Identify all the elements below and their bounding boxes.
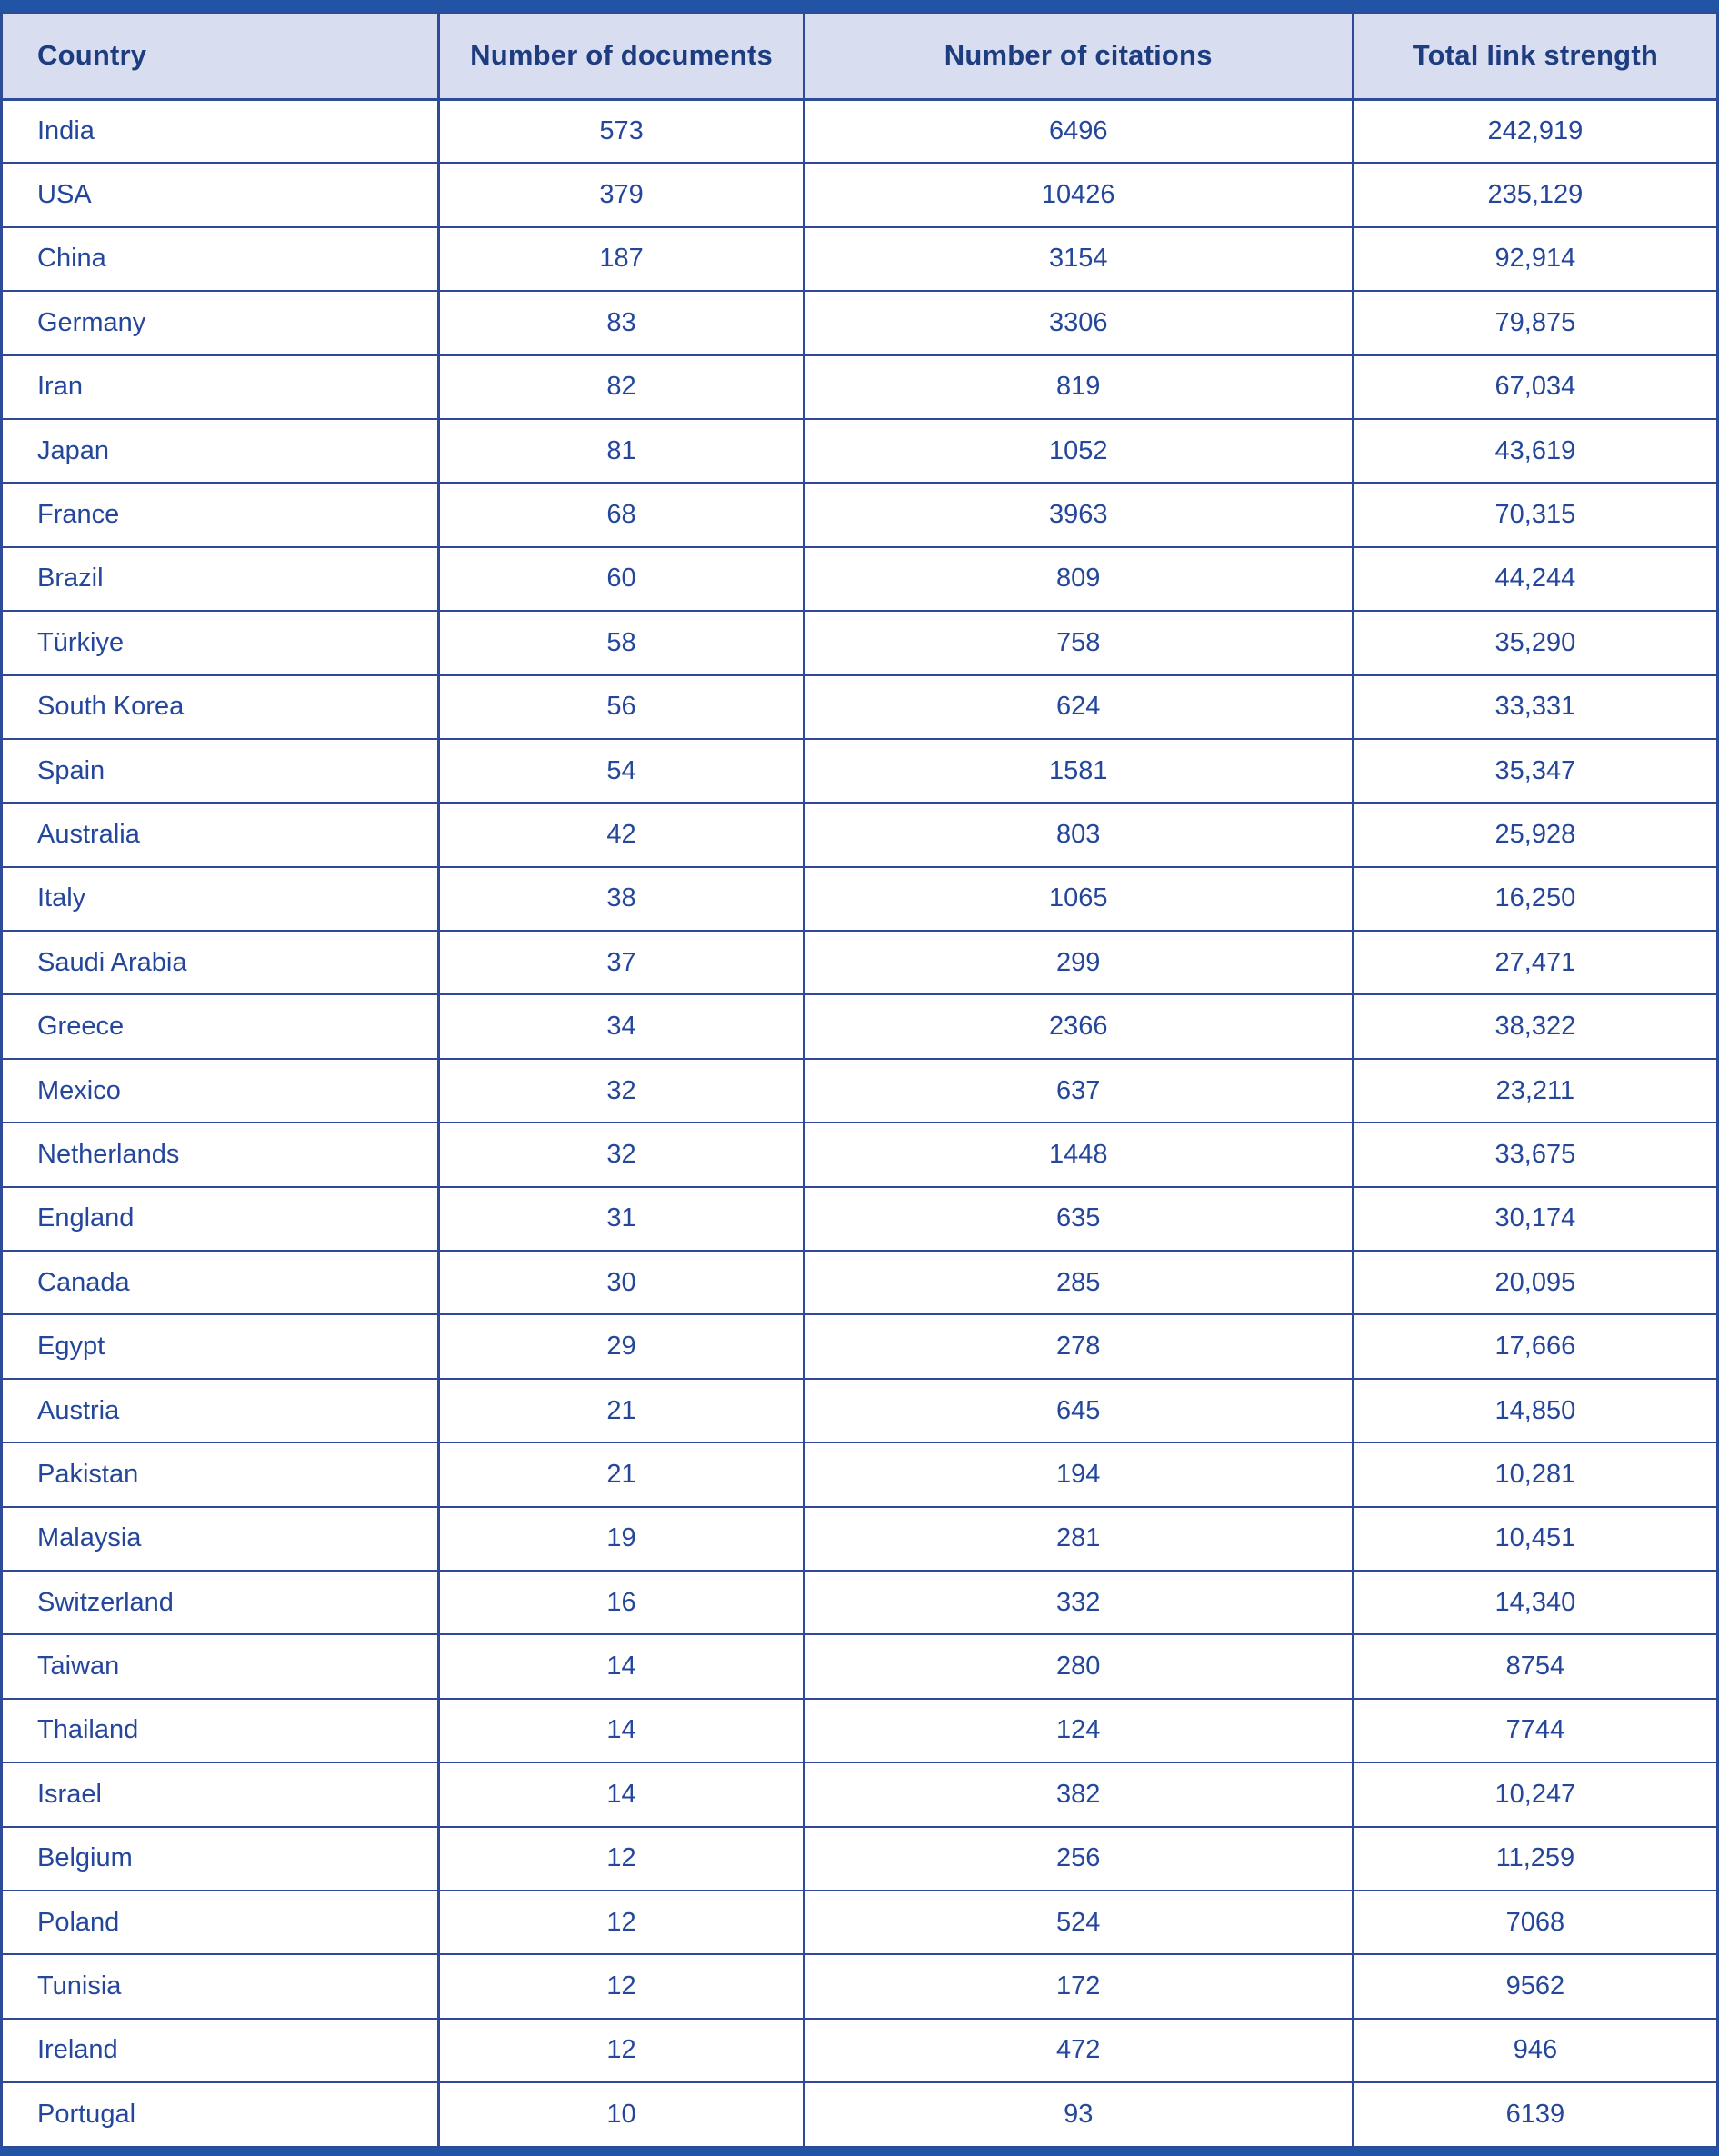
citations-cell: 1052 — [804, 419, 1353, 483]
link-strength-cell: 242,919 — [1353, 99, 1717, 163]
documents-cell: 34 — [439, 994, 804, 1058]
link-strength-cell: 27,471 — [1353, 931, 1717, 994]
country-cell: Türkiye — [2, 611, 439, 674]
country-cell: Australia — [2, 803, 439, 866]
country-cell: Italy — [2, 867, 439, 931]
country-cell: India — [2, 99, 439, 163]
link-strength-cell: 33,675 — [1353, 1123, 1717, 1186]
country-cell: Malaysia — [2, 1507, 439, 1571]
table-header — [2, 13, 1718, 99]
citations-cell: 1448 — [804, 1123, 1353, 1186]
citations-cell: 1065 — [804, 867, 1353, 931]
link-strength-cell: 946 — [1353, 2019, 1717, 2082]
documents-cell: 16 — [439, 1571, 804, 1634]
table-row — [2, 99, 1718, 163]
link-strength-cell: 33,331 — [1353, 675, 1717, 739]
table-row — [2, 1187, 1718, 1251]
citations-cell: 2366 — [804, 994, 1353, 1058]
documents-cell: 42 — [439, 803, 804, 866]
table-row — [2, 1251, 1718, 1314]
documents-cell: 37 — [439, 931, 804, 994]
link-strength-cell: 16,250 — [1353, 867, 1717, 931]
country-cell: England — [2, 1187, 439, 1251]
table-row — [2, 483, 1718, 546]
citations-cell: 624 — [804, 675, 1353, 739]
documents-cell: 56 — [439, 675, 804, 739]
table-body — [2, 99, 1718, 2147]
table-row — [2, 419, 1718, 483]
col-header-citations: Number of citations — [804, 13, 1353, 99]
documents-cell: 21 — [439, 1442, 804, 1506]
country-cell: Greece — [2, 994, 439, 1058]
table-row — [2, 1059, 1718, 1123]
documents-cell: 187 — [439, 227, 804, 291]
citations-cell: 332 — [804, 1571, 1353, 1634]
table-row — [2, 2082, 1718, 2146]
link-strength-cell: 44,244 — [1353, 547, 1717, 611]
citations-cell: 256 — [804, 1827, 1353, 1891]
country-cell: Pakistan — [2, 1442, 439, 1506]
documents-cell: 573 — [439, 99, 804, 163]
documents-cell: 379 — [439, 163, 804, 226]
documents-cell: 12 — [439, 1827, 804, 1891]
table-row — [2, 867, 1718, 931]
citations-cell: 172 — [804, 1954, 1353, 2018]
country-cell: China — [2, 227, 439, 291]
link-strength-cell: 30,174 — [1353, 1187, 1717, 1251]
country-analysis-table — [0, 12, 1719, 2148]
documents-cell: 10 — [439, 2082, 804, 2146]
link-strength-cell: 8754 — [1353, 1634, 1717, 1698]
country-cell: Portugal — [2, 2082, 439, 2146]
country-cell: Saudi Arabia — [2, 931, 439, 994]
country-cell: Thailand — [2, 1699, 439, 1762]
documents-cell: 21 — [439, 1379, 804, 1442]
country-cell: Iran — [2, 355, 439, 419]
table-row — [2, 1634, 1718, 1698]
link-strength-cell: 10,247 — [1353, 1762, 1717, 1826]
table-row — [2, 1571, 1718, 1634]
citations-cell: 382 — [804, 1762, 1353, 1826]
citations-cell: 758 — [804, 611, 1353, 674]
country-cell: Belgium — [2, 1827, 439, 1891]
table-row — [2, 611, 1718, 674]
documents-cell: 32 — [439, 1123, 804, 1186]
link-strength-cell: 9562 — [1353, 1954, 1717, 2018]
documents-cell: 14 — [439, 1634, 804, 1698]
documents-cell: 19 — [439, 1507, 804, 1571]
documents-cell: 12 — [439, 2019, 804, 2082]
documents-cell: 38 — [439, 867, 804, 931]
citations-cell: 6496 — [804, 99, 1353, 163]
documents-cell: 14 — [439, 1762, 804, 1826]
table-row — [2, 547, 1718, 611]
link-strength-cell: 6139 — [1353, 2082, 1717, 2146]
country-cell: Israel — [2, 1762, 439, 1826]
citations-cell: 524 — [804, 1891, 1353, 1954]
country-cell: Netherlands — [2, 1123, 439, 1186]
documents-cell: 54 — [439, 739, 804, 803]
table-row — [2, 1762, 1718, 1826]
country-cell: Japan — [2, 419, 439, 483]
documents-cell: 81 — [439, 419, 804, 483]
link-strength-cell: 70,315 — [1353, 483, 1717, 546]
citations-cell: 472 — [804, 2019, 1353, 2082]
citations-cell: 124 — [804, 1699, 1353, 1762]
citations-cell: 637 — [804, 1059, 1353, 1123]
country-cell: Switzerland — [2, 1571, 439, 1634]
citations-cell: 281 — [804, 1507, 1353, 1571]
country-cell: Germany — [2, 291, 439, 354]
col-header-documents: Number of documents — [439, 13, 804, 99]
link-strength-cell: 43,619 — [1353, 419, 1717, 483]
link-strength-cell: 10,281 — [1353, 1442, 1717, 1506]
documents-cell: 29 — [439, 1314, 804, 1378]
citations-cell: 3154 — [804, 227, 1353, 291]
link-strength-cell: 79,875 — [1353, 291, 1717, 354]
table-row — [2, 1123, 1718, 1186]
table-row — [2, 163, 1718, 226]
country-cell: Spain — [2, 739, 439, 803]
link-strength-cell: 14,850 — [1353, 1379, 1717, 1442]
table-row — [2, 1314, 1718, 1378]
citations-cell: 280 — [804, 1634, 1353, 1698]
table-row — [2, 1699, 1718, 1762]
documents-cell: 12 — [439, 1954, 804, 2018]
country-cell: Taiwan — [2, 1634, 439, 1698]
link-strength-cell: 67,034 — [1353, 355, 1717, 419]
documents-cell: 83 — [439, 291, 804, 354]
citations-cell: 3963 — [804, 483, 1353, 546]
citations-cell: 194 — [804, 1442, 1353, 1506]
citations-cell: 1581 — [804, 739, 1353, 803]
table-row — [2, 355, 1718, 419]
link-strength-cell: 10,451 — [1353, 1507, 1717, 1571]
citations-cell: 819 — [804, 355, 1353, 419]
citations-cell: 3306 — [804, 291, 1353, 354]
citations-cell: 278 — [804, 1314, 1353, 1378]
country-cell: Brazil — [2, 547, 439, 611]
table-row — [2, 739, 1718, 803]
documents-cell: 32 — [439, 1059, 804, 1123]
table-row — [2, 1379, 1718, 1442]
link-strength-cell: 17,666 — [1353, 1314, 1717, 1378]
table-row — [2, 675, 1718, 739]
table-row — [2, 1891, 1718, 1954]
link-strength-cell: 7068 — [1353, 1891, 1717, 1954]
header-row — [2, 13, 1718, 99]
table-row — [2, 1442, 1718, 1506]
country-cell: Tunisia — [2, 1954, 439, 2018]
link-strength-cell: 35,347 — [1353, 739, 1717, 803]
link-strength-cell: 20,095 — [1353, 1251, 1717, 1314]
citations-cell: 635 — [804, 1187, 1353, 1251]
link-strength-cell: 235,129 — [1353, 163, 1717, 226]
link-strength-cell: 35,290 — [1353, 611, 1717, 674]
table-row — [2, 931, 1718, 994]
documents-cell: 58 — [439, 611, 804, 674]
country-cell: Egypt — [2, 1314, 439, 1378]
documents-cell: 60 — [439, 547, 804, 611]
citations-cell: 803 — [804, 803, 1353, 866]
link-strength-cell: 25,928 — [1353, 803, 1717, 866]
country-cell: USA — [2, 163, 439, 226]
table-row — [2, 227, 1718, 291]
col-header-total-link-strength: Total link strength — [1353, 13, 1717, 99]
country-cell: South Korea — [2, 675, 439, 739]
documents-cell: 12 — [439, 1891, 804, 1954]
citations-cell: 93 — [804, 2082, 1353, 2146]
table-row — [2, 1827, 1718, 1891]
table-row — [2, 1954, 1718, 2018]
country-cell: Canada — [2, 1251, 439, 1314]
citations-cell: 645 — [804, 1379, 1353, 1442]
country-cell: France — [2, 483, 439, 546]
documents-cell: 14 — [439, 1699, 804, 1762]
link-strength-cell: 11,259 — [1353, 1827, 1717, 1891]
documents-cell: 68 — [439, 483, 804, 546]
table-row — [2, 2019, 1718, 2082]
citations-cell: 809 — [804, 547, 1353, 611]
citations-cell: 10426 — [804, 163, 1353, 226]
country-cell: Mexico — [2, 1059, 439, 1123]
country-cell: Ireland — [2, 2019, 439, 2082]
link-strength-cell: 7744 — [1353, 1699, 1717, 1762]
citations-cell: 285 — [804, 1251, 1353, 1314]
link-strength-cell: 14,340 — [1353, 1571, 1717, 1634]
documents-cell: 31 — [439, 1187, 804, 1251]
link-strength-cell: 23,211 — [1353, 1059, 1717, 1123]
link-strength-cell: 38,322 — [1353, 994, 1717, 1058]
citations-cell: 299 — [804, 931, 1353, 994]
table-row — [2, 1507, 1718, 1571]
country-cell: Austria — [2, 1379, 439, 1442]
country-cell: Poland — [2, 1891, 439, 1954]
col-header-country: Country — [2, 13, 439, 99]
documents-cell: 82 — [439, 355, 804, 419]
table-row — [2, 291, 1718, 354]
documents-cell: 30 — [439, 1251, 804, 1314]
table-row — [2, 994, 1718, 1058]
table-row — [2, 803, 1718, 866]
link-strength-cell: 92,914 — [1353, 227, 1717, 291]
